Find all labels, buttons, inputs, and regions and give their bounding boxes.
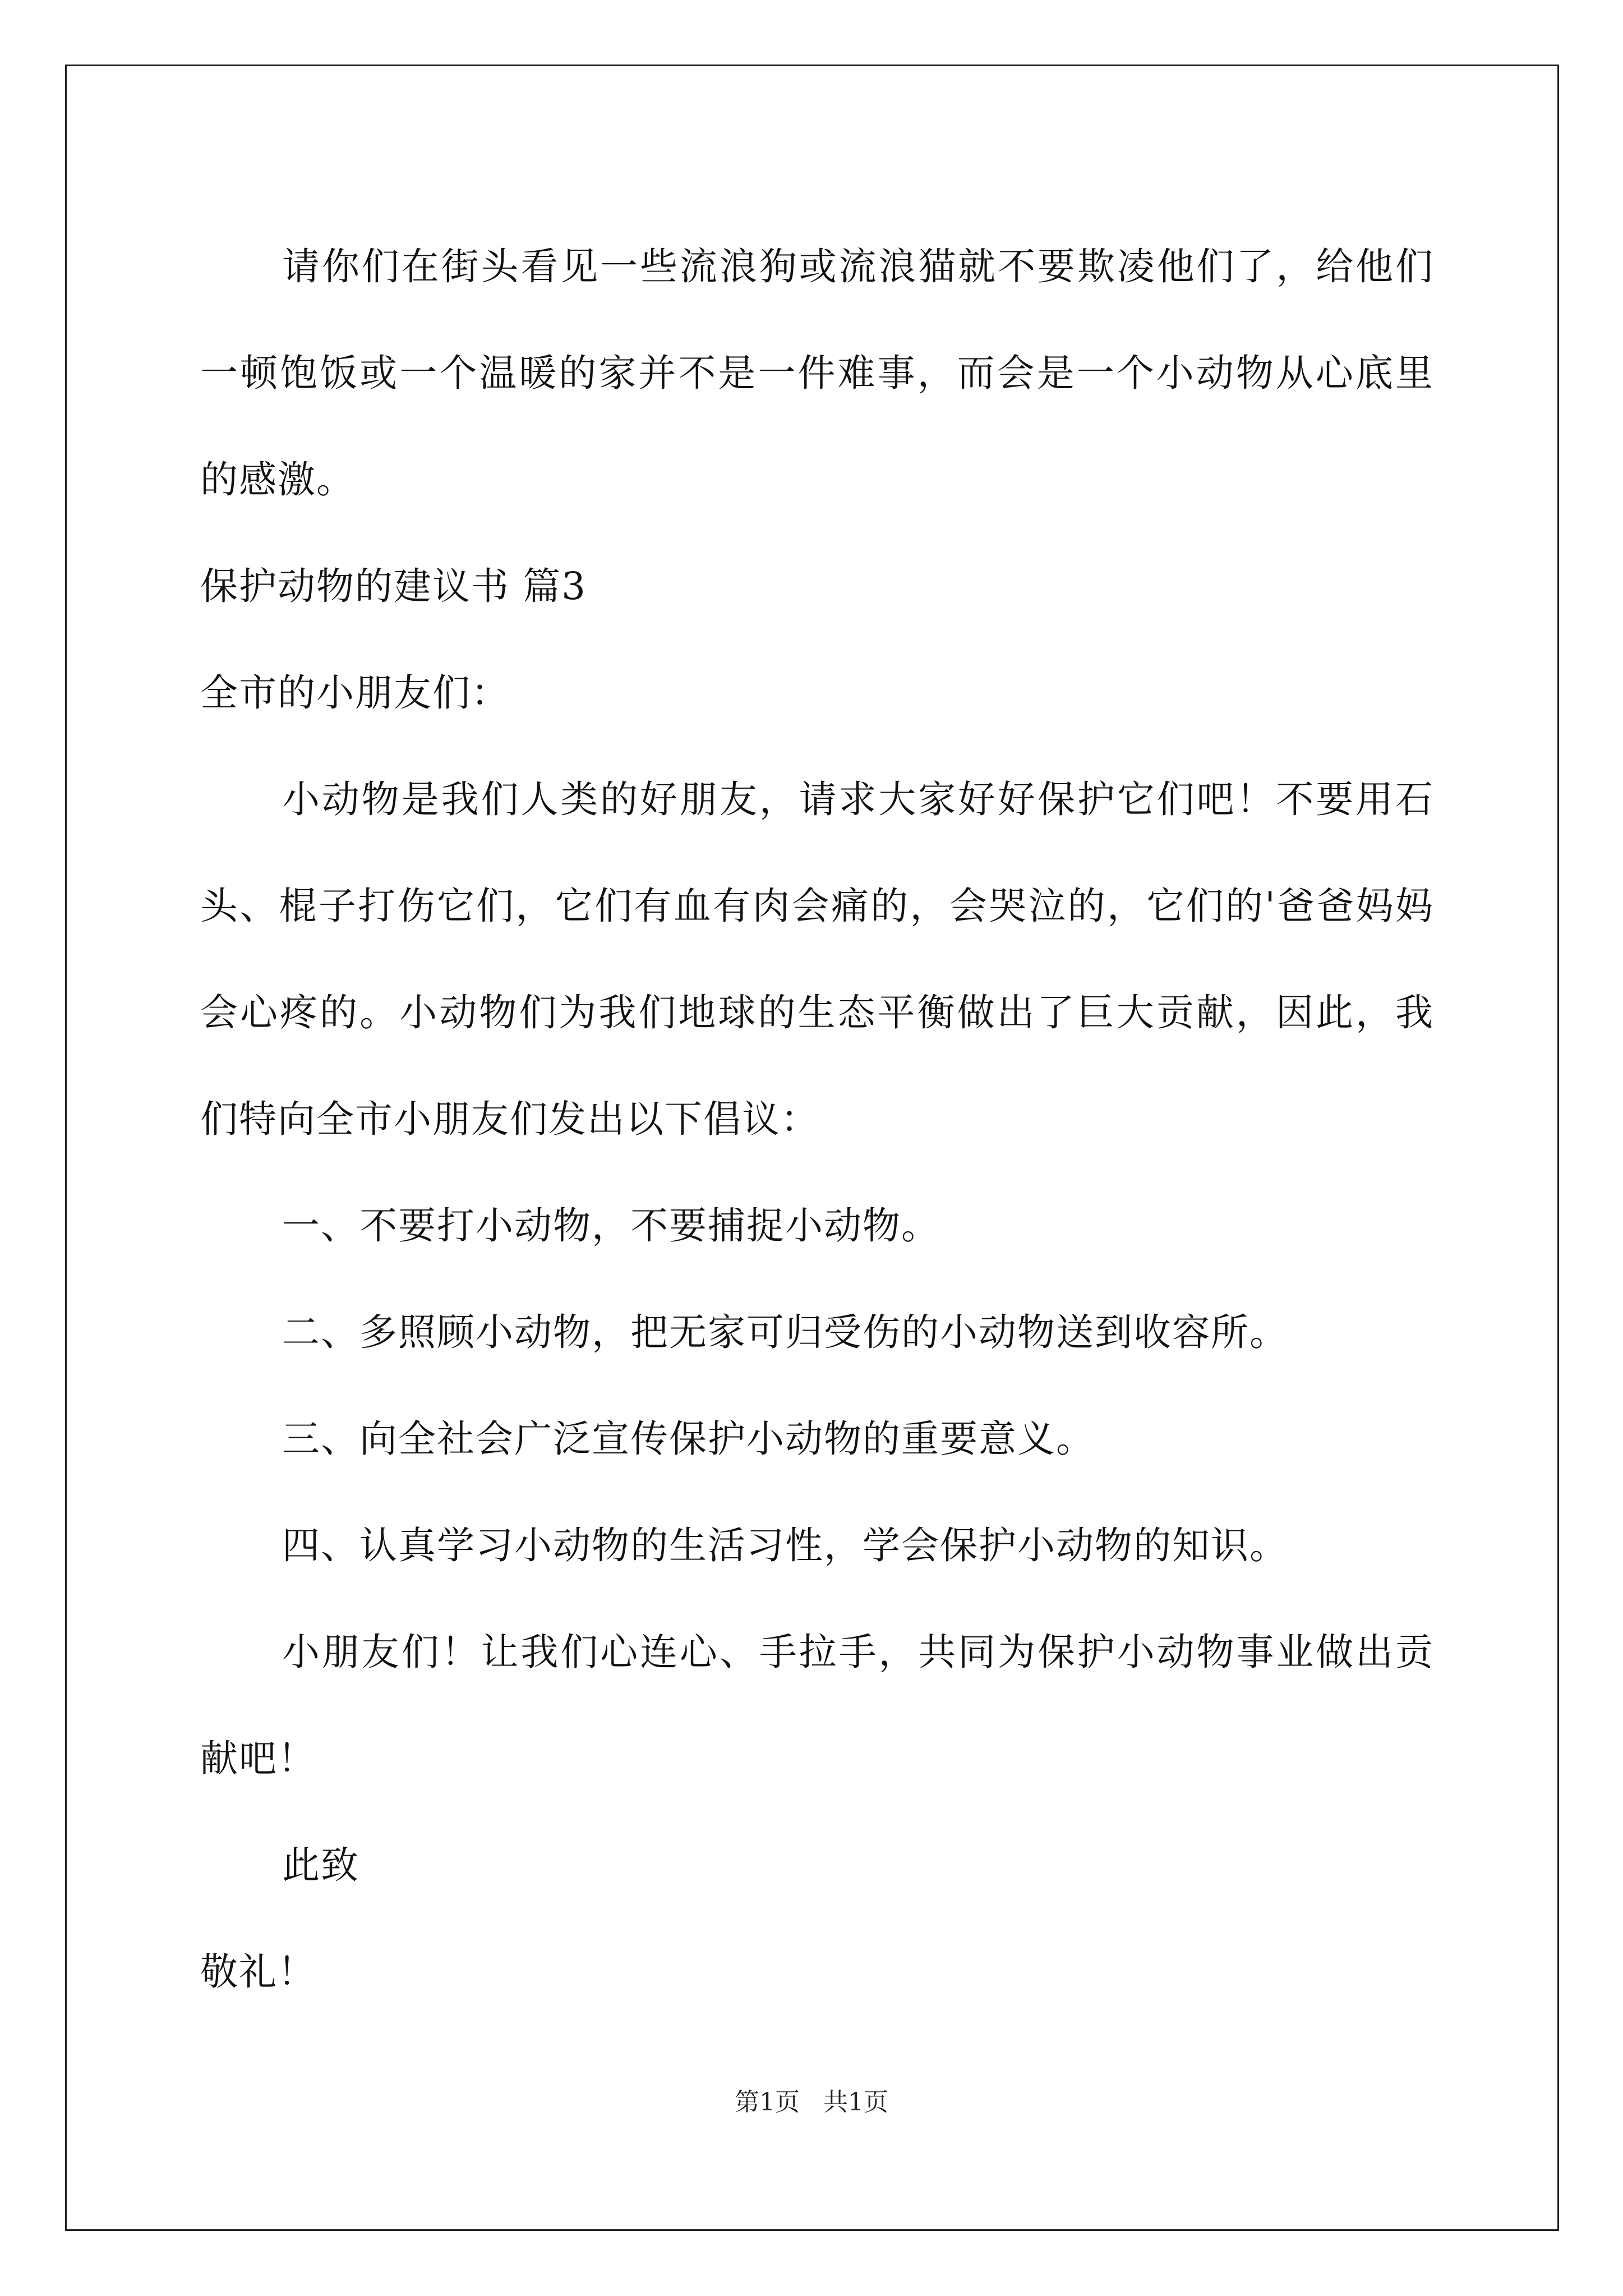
page-footer [0,2086,1623,2119]
page-number: 第1页 [735,2088,800,2116]
proposal-item-2: 二、多照顾小动物，把无家可归受伤的小动物送到收容所。 [282,1310,1288,1354]
section-heading: 保护动物的建议书 篇3 [200,564,587,608]
salutation: 全市的小朋友们： [200,671,510,715]
closing-jingli: 敬礼！ [200,1950,316,1994]
paragraph-appeal: 小动物是我们人类的好朋友，请求大家好好保护它们吧！不要用石头、棍子打伤它们，它们有血有肉会痛的，会哭泣的，它们的'爸爸妈妈会心疼的。小动物们为我们地球的生态平衡做出了巨大贡献，因此，我们特向全市小朋友们发出以下倡议： [200,777,1434,1141]
closing-cizhi: 此致 [282,1843,359,1887]
proposal-item-3: 三、向全社会广泛宣传保护小动物的重要意义。 [282,1417,1095,1461]
paragraph-stray-animals: 请你们在街头看见一些流浪狗或流浪猫就不要欺凌他们了，给他们一顿饱饭或一个温暖的家并不是一件难事，而会是一个小动物从心底里的感激。 [200,245,1434,501]
document-body [200,213,1434,2025]
page-total: 共1页 [823,2088,888,2116]
proposal-item-4: 四、认真学习小动物的生活习性，学会保护小动物的知识。 [282,1524,1288,1567]
closing-paragraph: 小朋友们！让我们心连心、手拉手，共同为保护小动物事业做出贡献吧！ [200,1630,1434,1780]
proposal-item-1: 一、不要打小动物，不要捕捉小动物。 [282,1204,940,1248]
